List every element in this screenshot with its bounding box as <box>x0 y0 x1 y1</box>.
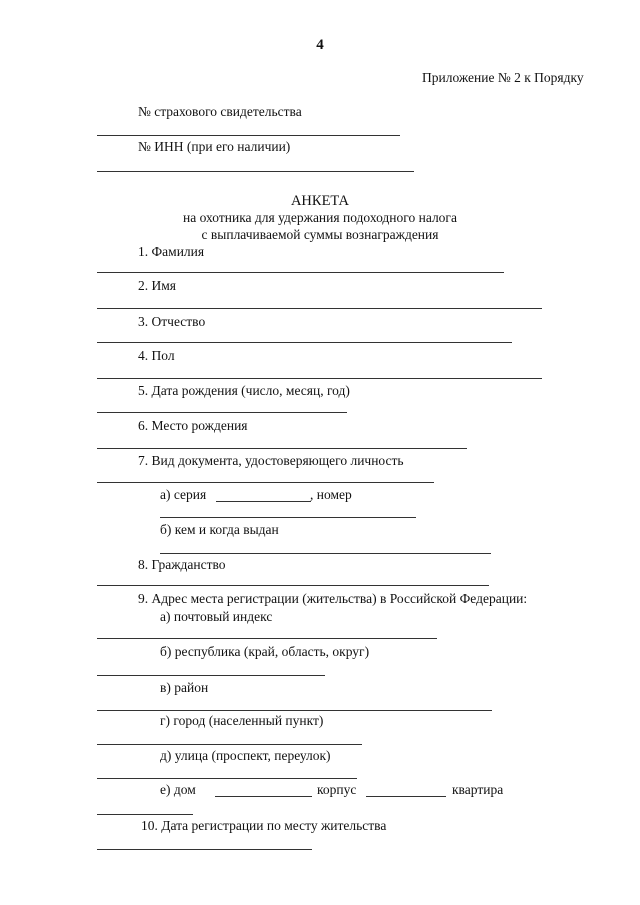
apartment-label: квартира <box>452 782 504 797</box>
inn-label: № ИНН (при его наличии) <box>138 139 291 154</box>
form-subtitle-1: на охотника для удержания подоходного налога <box>183 210 457 225</box>
birth-place-line[interactable] <box>97 448 467 449</box>
name-line[interactable] <box>97 308 542 309</box>
name-label: 2. Имя <box>138 278 177 293</box>
doc-number-line[interactable] <box>160 517 416 518</box>
insurance-certificate-label: № страхового свидетельства <box>138 104 302 119</box>
district-line[interactable] <box>97 710 492 711</box>
insurance-certificate-line[interactable] <box>97 135 400 136</box>
house-label: е) дом <box>160 782 196 797</box>
postal-code-label: а) почтовый индекс <box>160 609 273 624</box>
sex-label: 4. Пол <box>138 348 175 363</box>
patronymic-line[interactable] <box>97 342 512 343</box>
citizenship-line[interactable] <box>97 585 489 586</box>
postal-code-line[interactable] <box>97 638 437 639</box>
registration-date-line[interactable] <box>97 849 312 850</box>
doc-issued-label: б) кем и когда выдан <box>160 522 279 537</box>
street-label: д) улица (проспект, переулок) <box>160 748 331 763</box>
id-document-label: 7. Вид документа, удостоверяющего личность <box>138 453 404 468</box>
registration-date-label: 10. Дата регистрации по месту жительства <box>141 818 387 833</box>
birth-date-label: 5. Дата рождения (число, месяц, год) <box>138 383 350 398</box>
birth-date-line[interactable] <box>97 412 347 413</box>
id-document-line[interactable] <box>97 482 434 483</box>
district-label: в) район <box>160 680 209 695</box>
city-label: г) город (населенный пункт) <box>160 713 324 728</box>
region-line[interactable] <box>97 675 325 676</box>
street-line[interactable] <box>97 778 357 779</box>
doc-series-label: а) серия <box>160 487 207 502</box>
form-subtitle-2: с выплачиваемой суммы вознаграждения <box>201 227 439 242</box>
appendix-note: Приложение № 2 к Порядку <box>422 70 584 85</box>
city-line[interactable] <box>97 744 362 745</box>
citizenship-label: 8. Гражданство <box>138 557 226 572</box>
inn-line[interactable] <box>97 171 414 172</box>
doc-issued-line[interactable] <box>160 553 491 554</box>
address-label: 9. Адрес места регистрации (жительства) в Российской Федерации: <box>138 591 528 606</box>
patronymic-label: 3. Отчество <box>138 314 206 329</box>
page-number: 4 <box>316 37 324 53</box>
doc-series-line[interactable] <box>216 501 311 502</box>
doc-number-label: , номер <box>310 487 352 502</box>
building-label: корпус <box>317 782 357 797</box>
apartment-line[interactable] <box>97 814 193 815</box>
form-title: АНКЕТА <box>290 193 350 209</box>
building-line[interactable] <box>366 796 446 797</box>
sex-line[interactable] <box>97 378 542 379</box>
house-line[interactable] <box>215 796 312 797</box>
surname-line[interactable] <box>97 272 504 273</box>
birth-place-label: 6. Место рождения <box>138 418 248 433</box>
region-label: б) республика (край, область, округ) <box>160 644 370 659</box>
surname-label: 1. Фамилия <box>138 244 205 259</box>
